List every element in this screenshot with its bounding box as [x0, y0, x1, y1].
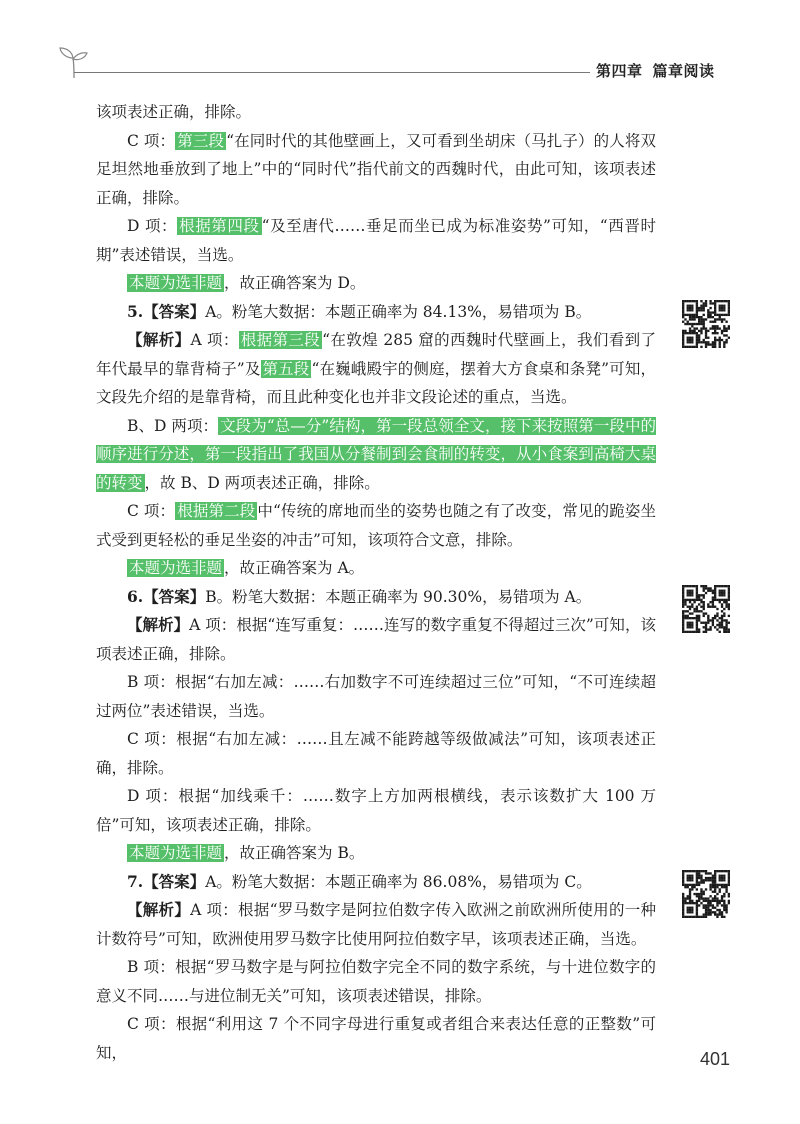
body-text: A 项：根据“连写重复：……连写的数字重复不得超过三次”可知，该项表述正确，排除。 — [96, 616, 656, 663]
highlight-text: 本题为选非题 — [129, 559, 223, 577]
label-text: 5.【答案】 — [127, 301, 206, 321]
chapter-number: 第四章 — [596, 62, 643, 80]
body-text: “在敦煌 285 窟的西魏时代壁画上，我们看到了年代最早的靠背椅子”及 — [96, 331, 656, 378]
paragraph — [96, 269, 656, 298]
body-text: C 项：根据“右加左减：……且左减不能跨越等级做减法”可知，该项表述正确，排除。 — [96, 730, 656, 777]
answer-line — [96, 298, 656, 327]
label-text: 【解析】 — [127, 330, 191, 349]
paragraph — [96, 668, 656, 725]
paragraph — [96, 412, 656, 498]
highlight-text: 根据第三段 — [240, 331, 321, 349]
highlight-text: 本题为选非题 — [129, 844, 223, 862]
body-text: “在巍峨殿宇的侧庭，摆着大方食桌和条凳”可知，文段先介绍的是靠背椅，而且此种变化也并非文段论述的重点，当选。 — [96, 359, 656, 406]
paragraph — [96, 725, 656, 782]
qr-code[interactable] — [682, 585, 730, 633]
body-text: “及至唐代……垂足而坐已成为标准姿势”可知，“西晋时期”表述错误，当选。 — [96, 217, 656, 264]
body-text: 中“传统的席地而坐的姿势也随之有了改变，常见的跪姿坐式受到更轻松的垂足坐姿的冲击”可知，该项符合文意，排除。 — [96, 502, 656, 549]
body-text: B。粉笔大数据：本题正确率为 90.30%，易错项为 A。 — [205, 587, 592, 606]
body-text: A 项：根据“罗马数字是阿拉伯数字传入欧洲之前欧洲所使用的一种计数符号”可知，欧洲使用罗马数字比使用阿拉伯数字早，该项表述正确，当选。 — [96, 901, 656, 948]
qr-code[interactable] — [682, 300, 730, 348]
paragraph — [96, 611, 656, 668]
paragraph — [96, 839, 656, 868]
body-text: C 项： — [127, 131, 176, 150]
label-text: 7.【答案】 — [127, 871, 206, 891]
label-text: 【解析】 — [127, 900, 191, 919]
body-text: A 项： — [190, 331, 239, 349]
page-content — [96, 98, 656, 1067]
highlight-text: 根据第二段 — [177, 502, 256, 520]
paragraph — [96, 326, 656, 412]
header-rule — [74, 72, 590, 73]
highlight-text: 第三段 — [177, 131, 225, 150]
paragraph — [96, 953, 656, 1010]
chapter-section: 篇章阅读 — [652, 62, 715, 80]
body-text: D 项：根据“加线乘千：……数字上方加两根横线，表示该数扩大 100 万倍”可知，该项表述正确，排除。 — [96, 787, 656, 834]
answer-line — [96, 583, 656, 612]
paragraph — [96, 554, 656, 583]
answer-line — [96, 868, 656, 897]
paragraph — [96, 896, 656, 953]
body-text: ，故 B、D 两项表述正确，排除。 — [144, 473, 380, 492]
body-text: C 项：根据“利用这 7 个不同字母进行重复或者组合来表达任意的正整数”可知， — [96, 1015, 656, 1062]
paragraph — [96, 782, 656, 839]
body-text: ，故正确答案为 B。 — [224, 844, 365, 862]
highlight-text: 根据第四段 — [179, 217, 260, 235]
body-text: A。粉笔大数据：本题正确率为 84.13%，易错项为 B。 — [205, 302, 592, 321]
body-text: C 项： — [127, 502, 176, 520]
page-number: 401 — [700, 1049, 731, 1069]
paragraph — [96, 98, 656, 127]
paragraph — [96, 497, 656, 554]
label-text: 6.【答案】 — [127, 586, 206, 606]
highlight-text: 第五段 — [262, 359, 310, 378]
body-text: A。粉笔大数据：本题正确率为 86.08%，易错项为 C。 — [205, 872, 592, 891]
body-text: ，故正确答案为 A。 — [224, 559, 365, 577]
page-header — [0, 0, 800, 80]
qr-code[interactable] — [682, 870, 730, 918]
body-text: D 项： — [127, 217, 178, 235]
chapter-title — [596, 60, 715, 81]
paragraph — [96, 212, 656, 269]
body-text: B、D 两项： — [127, 416, 219, 435]
sprout-icon — [58, 44, 88, 80]
paragraph — [96, 127, 656, 213]
body-text: B 项：根据“罗马数字是与阿拉伯数字完全不同的数字系统，与十进位数字的意义不同……与进位制无关”可知，该项表述错误，排除。 — [96, 958, 656, 1005]
body-text: “在同时代的其他壁画上，又可看到坐胡床（马扎子）的人将双足坦然地垂放到了地上”中的“同时代”指代前文的西魏时代，由此可知，该项表述正确，排除。 — [96, 131, 656, 207]
highlight-text: 文段为“总—分”结构，第一段总领全文，接下来按照第一段中的顺序进行分述，第一段指出了我国从分餐制到会食制的转变，从小食案到高椅大桌的转变 — [96, 416, 657, 492]
body-text: 该项表述正确，排除。 — [96, 103, 252, 121]
highlight-text: 本题为选非题 — [129, 274, 223, 292]
paragraph — [96, 1010, 656, 1067]
body-text: ，故正确答案为 D。 — [224, 274, 366, 292]
label-text: 【解析】 — [127, 615, 190, 634]
body-text: B 项：根据“右加左减：……右加数字不可连续超过三位”可知，“不可连续超过两位”表述错误，当选。 — [96, 673, 656, 720]
